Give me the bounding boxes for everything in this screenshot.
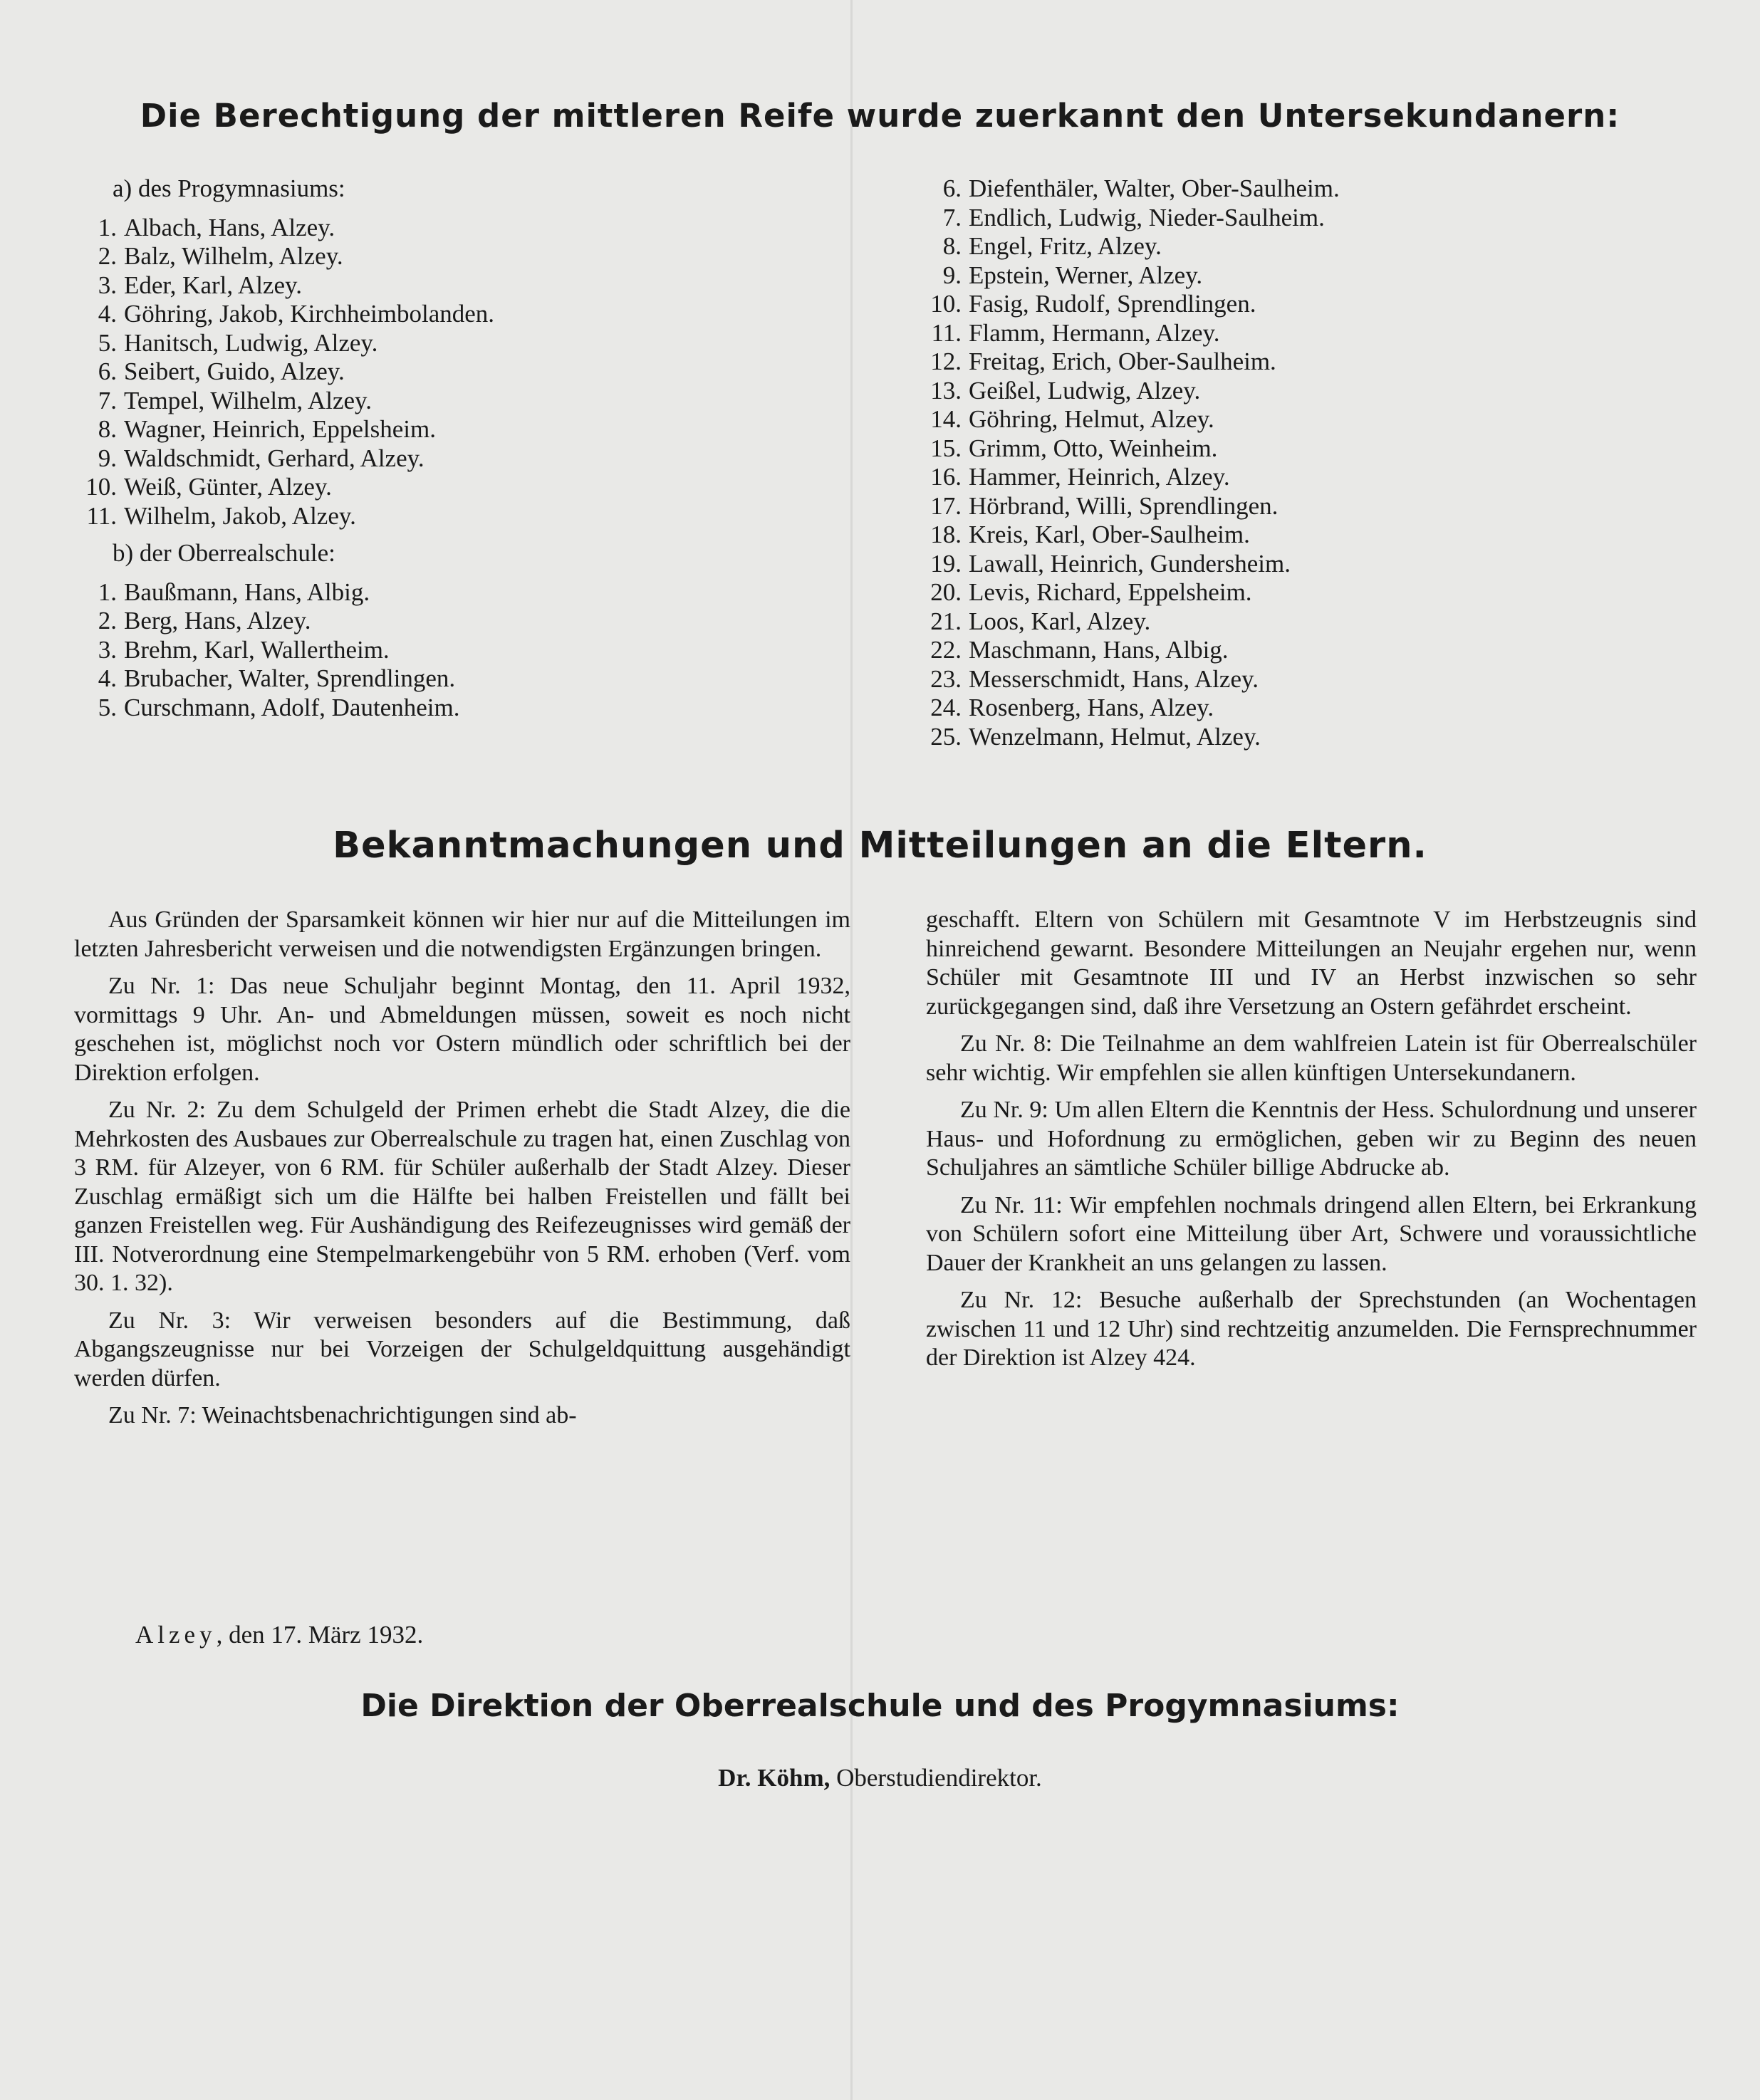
student-entry xyxy=(916,521,1340,550)
entry-number: 16. xyxy=(930,463,962,491)
entry-number: 8. xyxy=(98,415,117,443)
entry-name: Baußmann, Hans, Albig. xyxy=(124,578,370,606)
direction-heading: Die Direktion der Oberrealschule und des Progymnasiums: xyxy=(360,1688,1400,1724)
entry-name: Wagner, Heinrich, Eppelsheim. xyxy=(124,415,436,443)
entry-number: 2. xyxy=(98,607,117,634)
entry-name: Albach, Hans, Alzey. xyxy=(124,213,335,241)
student-entry xyxy=(71,636,494,665)
heading-bekanntmachungen: Bekanntmachungen und Mitteilungen an die Eltern. xyxy=(333,825,1427,867)
student-entry xyxy=(916,319,1340,348)
entry-number: 3. xyxy=(98,271,117,299)
student-entry xyxy=(916,405,1340,434)
entry-name: Eder, Karl, Alzey. xyxy=(124,271,302,299)
entry-number: 2. xyxy=(98,242,117,270)
student-entry xyxy=(916,694,1340,723)
entry-name: Balz, Wilhelm, Alzey. xyxy=(124,242,343,270)
student-entry xyxy=(71,300,494,329)
entry-number: 13. xyxy=(930,376,962,404)
student-entry xyxy=(71,607,494,636)
entry-name: Endlich, Ludwig, Nieder-Saulheim. xyxy=(969,203,1325,231)
student-list-left xyxy=(71,174,494,722)
student-entry xyxy=(71,694,494,723)
entry-number: 6. xyxy=(942,174,962,202)
student-entry xyxy=(71,357,494,387)
student-entry xyxy=(71,271,494,301)
entry-number: 20. xyxy=(930,578,962,606)
student-entry xyxy=(71,214,494,243)
notices-column-right xyxy=(926,906,1697,1381)
entry-name: Seibert, Guido, Alzey. xyxy=(124,357,345,385)
student-entry xyxy=(916,261,1340,291)
student-entry xyxy=(916,607,1340,637)
entry-number: 9. xyxy=(98,444,117,472)
entry-name: Freitag, Erich, Ober-Saulheim. xyxy=(969,348,1276,375)
notice-paragraph: Zu Nr. 9: Um allen Eltern die Kenntnis der Hess. Schulordnung und unserer Haus- und Hofordnung zu ermöglichen, geben wir zu Beginn des neuen Schuljahres an sämtliche Schüler billige Abdrucke ab. xyxy=(926,1097,1697,1181)
entry-name: Fasig, Rudolf, Sprendlingen. xyxy=(969,290,1256,318)
entry-number: 19. xyxy=(930,549,962,578)
signature-title: Oberstudiendirektor. xyxy=(836,1764,1042,1792)
entry-number: 14. xyxy=(930,405,962,433)
signature-name: Dr. Köhm, xyxy=(718,1764,830,1792)
student-entry xyxy=(71,242,494,271)
entry-name: Maschmann, Hans, Albig. xyxy=(969,636,1229,664)
entry-name: Grimm, Otto, Weinheim. xyxy=(969,434,1218,462)
entry-number: 4. xyxy=(98,300,117,328)
entry-number: 10. xyxy=(930,290,962,318)
entry-number: 10. xyxy=(85,473,117,501)
entry-number: 11. xyxy=(86,501,117,530)
entry-name: Hörbrand, Willi, Sprendlingen. xyxy=(969,491,1279,520)
entry-number: 1. xyxy=(98,578,117,606)
student-list-right xyxy=(916,174,1340,751)
entry-name: Wenzelmann, Helmut, Alzey. xyxy=(969,722,1261,751)
entry-name: Göhring, Helmut, Alzey. xyxy=(969,405,1214,433)
student-entry xyxy=(71,473,494,502)
entry-number: 24. xyxy=(930,694,962,721)
entry-name: Wilhelm, Jakob, Alzey. xyxy=(124,501,356,530)
entry-number: 7. xyxy=(98,386,117,414)
entry-name: Diefenthäler, Walter, Ober-Saulheim. xyxy=(969,174,1340,202)
notice-paragraph: Zu Nr. 8: Die Teilnahme an dem wahlfreien Latein ist für Oberrealschüler sehr wichtig. Wir empfehlen sie allen künftigen Untersekundanern. xyxy=(926,1030,1697,1086)
entry-name: Hammer, Heinrich, Alzey. xyxy=(969,463,1230,491)
entry-name: Rosenberg, Hans, Alzey. xyxy=(969,694,1214,721)
student-entry xyxy=(916,550,1340,579)
entry-name: Epstein, Werner, Alzey. xyxy=(969,261,1203,289)
notices-column-left xyxy=(74,906,850,1439)
entry-number: 7. xyxy=(942,203,962,231)
entry-name: Loos, Karl, Alzey. xyxy=(969,607,1151,635)
date-place: Alzey xyxy=(135,1621,217,1649)
date-line xyxy=(135,1621,423,1649)
student-entry xyxy=(71,387,494,416)
notice-paragraph: Zu Nr. 3: Wir verweisen besonders auf die Bestimmung, daß Abgangszeugnisse nur bei Vorzeigen der Schulgeldquittung ausgehändigt werden dürfen. xyxy=(74,1307,850,1391)
entry-number: 15. xyxy=(930,434,962,462)
entry-name: Engel, Fritz, Alzey. xyxy=(969,232,1162,260)
entry-number: 22. xyxy=(930,636,962,664)
student-entry xyxy=(916,723,1340,752)
entry-name: Lawall, Heinrich, Gundersheim. xyxy=(969,549,1291,578)
student-entry xyxy=(71,502,494,531)
entry-name: Weiß, Günter, Alzey. xyxy=(124,473,332,501)
entry-name: Kreis, Karl, Ober-Saulheim. xyxy=(969,521,1250,548)
student-entry xyxy=(916,665,1340,694)
notice-paragraph: Zu Nr. 7: Weinachtsbenachrichtigungen sind ab- xyxy=(108,1402,577,1428)
notice-paragraph: Zu Nr. 2: Zu dem Schulgeld der Primen erhebt die Stadt Alzey, die die Mehrkosten des Ausbaues zur Oberrealschule zu tragen hat, einen Zuschlag von 3 RM. für Alzeyer, von 6 RM. für Schüler außerhalb der Stadt Alzey. Dieser Zuschlag ermäßigt sich um die Hälfte bei halben Freistellen und fällt bei ganzen Freistellen weg. Für Aushändigung des Reifezeugnisses wird gemäß der III. Notverordnung eine Stempelmarkengebühr von 5 RM. erhoben (Verf. vom 30. 1. 32). xyxy=(74,1097,850,1296)
entry-name: Waldschmidt, Gerhard, Alzey. xyxy=(124,444,425,472)
student-entry xyxy=(71,444,494,474)
student-entry xyxy=(916,348,1340,377)
entry-number: 17. xyxy=(930,491,962,520)
entry-name: Levis, Richard, Eppelsheim. xyxy=(969,578,1252,606)
heading-mittlere-reife: Die Berechtigung der mittleren Reife wurde zuerkannt den Untersekundanern: xyxy=(140,97,1620,135)
entry-name: Hanitsch, Ludwig, Alzey. xyxy=(124,328,378,357)
entry-name: Messerschmidt, Hans, Alzey. xyxy=(969,664,1259,693)
entry-number: 12. xyxy=(930,348,962,375)
student-entry xyxy=(916,636,1340,665)
date-text: , den 17. März 1932. xyxy=(216,1621,424,1649)
student-entry xyxy=(916,434,1340,464)
entry-name: Brubacher, Walter, Sprendlingen. xyxy=(124,664,456,692)
notice-paragraph: Aus Gründen der Sparsamkeit können wir hier nur auf die Mitteilungen im letzten Jahresbericht verweisen und die notwendigsten Ergänzungen bringen. xyxy=(74,907,850,962)
student-entry xyxy=(916,232,1340,261)
oberrealschule-label: b) der Oberrealschule: xyxy=(113,539,335,567)
entry-name: Geißel, Ludwig, Alzey. xyxy=(969,376,1201,404)
student-entry xyxy=(916,377,1340,406)
progymnasium-list xyxy=(71,214,494,531)
entry-name: Berg, Hans, Alzey. xyxy=(124,607,311,634)
entry-number: 1. xyxy=(98,213,117,241)
entry-number: 18. xyxy=(930,521,962,548)
student-entry xyxy=(916,204,1340,233)
signature xyxy=(0,1764,1760,1792)
student-entry xyxy=(71,578,494,607)
student-entry xyxy=(916,492,1340,521)
entry-number: 25. xyxy=(930,722,962,751)
entry-name: Curschmann, Adolf, Dautenheim. xyxy=(124,693,460,721)
entry-name: Tempel, Wilhelm, Alzey. xyxy=(124,386,373,414)
entry-name: Flamm, Hermann, Alzey. xyxy=(969,318,1220,347)
entry-number: 4. xyxy=(98,664,117,692)
student-entry xyxy=(916,463,1340,492)
oberrealschule-list-continued xyxy=(916,174,1340,751)
entry-number: 23. xyxy=(930,664,962,693)
entry-number: 6. xyxy=(98,357,117,385)
notice-paragraph: Zu Nr. 12: Besuche außerhalb der Sprechstunden (an Wochentagen zwischen 11 und 12 Uhr) sind rechtzeitig anzumelden. Die Fernsprechnummer der Direktion ist Alzey 424. xyxy=(926,1287,1697,1371)
entry-number: 5. xyxy=(98,693,117,721)
student-entry xyxy=(71,415,494,444)
entry-number: 11. xyxy=(931,318,962,347)
entry-number: 8. xyxy=(942,232,962,260)
entry-number: 9. xyxy=(942,261,962,289)
notice-paragraph: Zu Nr. 1: Das neue Schuljahr beginnt Montag, den 11. April 1932, vormittags 9 Uhr. An- und Abmeldungen müssen, soweit es noch nicht geschehen ist, möglichst noch vor Ostern mündlich oder schriftlich bei der Direktion erfolgen. xyxy=(74,973,850,1086)
entry-number: 21. xyxy=(930,607,962,635)
student-entry xyxy=(71,664,494,694)
student-entry xyxy=(916,578,1340,607)
oberrealschule-list xyxy=(71,578,494,723)
entry-number: 3. xyxy=(98,635,117,664)
student-entry xyxy=(916,174,1340,204)
student-entry xyxy=(71,329,494,358)
entry-name: Brehm, Karl, Wallertheim. xyxy=(124,635,390,664)
notice-paragraph-continued: geschafft. Eltern von Schülern mit Gesamtnote V im Herbstzeugnis sind hinreichend gewarnt. Besondere Mitteilungen an Neujahr ergehen nur, wenn Schüler mit Gesamtnote III und IV an Herbst inzwischen so sehr zurückgegangen sind, daß ihre Versetzung an Ostern gefährdet erscheint. xyxy=(926,907,1697,1020)
entry-number: 5. xyxy=(98,328,117,357)
notice-paragraph: Zu Nr. 11: Wir empfehlen nochmals dringend allen Eltern, bei Erkrankung von Schülern sofort eine Mitteilung über Art, Schwere und voraussichtliche Dauer der Krankheit an uns gelangen zu lassen. xyxy=(926,1191,1697,1276)
student-entry xyxy=(916,290,1340,319)
entry-name: Göhring, Jakob, Kirchheimbolanden. xyxy=(124,300,495,328)
progymnasium-label: a) des Progymnasiums: xyxy=(113,174,345,202)
